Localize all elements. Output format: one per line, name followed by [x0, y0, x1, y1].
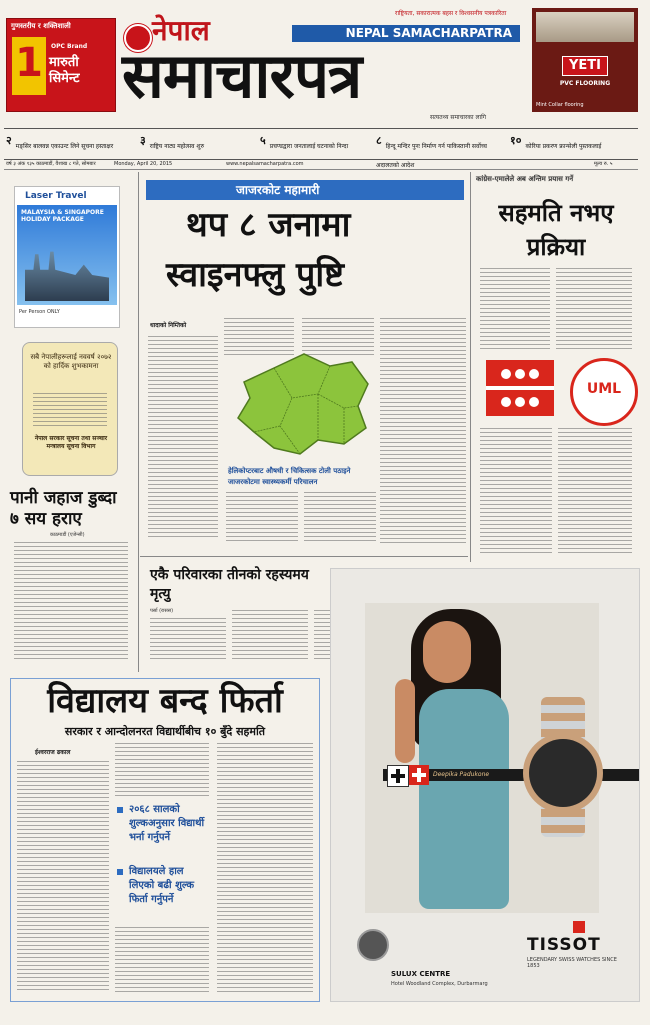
logo-small: नेपाल — [152, 14, 210, 47]
bullet-square-icon — [117, 807, 123, 813]
dateline-price: मूल्य रु. ५ — [594, 161, 613, 167]
lead-kicker: जाजरकोट महामारी — [236, 183, 320, 197]
watch-image — [521, 697, 607, 837]
family-story-title: एकै परिवारका तीनको रहस्यमय मृत्यु — [150, 567, 309, 602]
school-highlight — [115, 803, 211, 845]
notice-text — [33, 393, 107, 427]
tissot-tagline: LEGENDARY SWISS WATCHES SINCE 1853 — [527, 957, 617, 969]
govt-notice — [22, 342, 118, 476]
english-name: NEPAL SAMACHARPATRA — [345, 26, 512, 40]
ad-foot: Mint Collar flooring — [536, 102, 584, 108]
dateline-left: वर्ष ३ अंक १३५ काठमाडौं, वैशाख ८ गते, सोमबार — [6, 161, 96, 167]
strip-text: कोरिया प्रकरण फ्रान्सेली पुस्तकलाई — [525, 143, 602, 150]
uml-text: UML — [586, 381, 622, 397]
lead-title-line2: स्वाइनफ्लु पुष्टि — [166, 255, 344, 295]
school-story-subtitle: सरकार र आन्दोलनरत विद्यार्थीबीच १० बुँदे सहमति — [64, 725, 266, 738]
family-col2 — [232, 610, 308, 662]
logo-big: समाचारपत्र — [122, 39, 362, 112]
ad-sub: OPC Brand — [51, 43, 88, 50]
school-story-box — [10, 678, 320, 1002]
ad-title: MALAYSIA & SINGAPORE HOLIDAY PACKAGE — [21, 209, 104, 223]
strip-text: राष्ट्रिय नाट्य महोत्सव शुरु — [149, 143, 205, 150]
uml-logo — [570, 358, 638, 426]
column-rule — [470, 172, 471, 562]
maruti-cement-ad — [6, 18, 116, 112]
school-col1 — [17, 761, 109, 993]
lead-title-line1: थप ८ जनामा — [186, 205, 351, 245]
bullet-square-icon — [117, 869, 123, 875]
school-byline: ईश्वरराज ढकाल — [35, 749, 71, 756]
tissot-brand: TISSOT — [527, 935, 601, 955]
strip-text: मङ्सिर बालवन्न एकाउन्ट लिने सूचना हस्ताक्षर — [15, 143, 114, 150]
right-story-title: सहमति नभए प्रक्रिया — [498, 199, 614, 261]
strip-num: ३ — [140, 134, 146, 147]
dateline-date: Monday, April 20, 2015 — [114, 161, 173, 167]
highlight-text: २०६८ सालको शुल्कअनुसार विद्यार्थी भर्ना गर्नुपर्ने — [129, 804, 205, 843]
lead-bullet: जाजरकोटमा स्वास्थ्यकर्मी परिचालन — [228, 478, 318, 486]
lead-col4 — [380, 318, 466, 544]
section-rule — [140, 556, 468, 557]
lead-bullet: हेलिकोप्टरबाट औषधी र चिकित्सक टोली पठाइने — [228, 467, 351, 475]
top-tagline: राष्ट्रियता, सकारात्मक बहस र विश्वसनीय पत्रकारिता — [395, 10, 507, 17]
lead-bullets — [228, 466, 468, 488]
tissot-cross-red-icon — [409, 765, 429, 785]
ship-byline: काठमाडौं (एजेन्सी) — [50, 532, 85, 538]
right-story-col1-lower — [480, 428, 552, 554]
rank-badge — [12, 37, 46, 95]
lead-col2-lower — [226, 492, 298, 544]
school-story-title: विद्यालय बन्द फिर्ता — [47, 681, 283, 721]
ad-photo — [536, 12, 634, 42]
ad-brand: YETI — [562, 56, 608, 76]
lead-col1 — [148, 336, 218, 540]
ship-story-body — [14, 542, 128, 660]
yeti-flooring-ad — [532, 8, 638, 112]
notice-body: सबै नेपालीहरूलाई नववर्ष २०७२ को हार्दिक शुभकामना — [30, 353, 112, 370]
family-byline: पर्सा (रासस) — [150, 608, 174, 614]
dateline-url: www.nepalsamacharpatra.com — [226, 161, 304, 167]
dateline — [4, 160, 638, 170]
strip-num: २ — [6, 134, 12, 147]
tissot-ad — [330, 568, 640, 1002]
school-highlight — [115, 865, 211, 907]
model-arm — [395, 679, 415, 763]
ad-banner — [17, 205, 117, 305]
strip-text: हिन्दू मन्दिर पुनः निर्माण गर्न पाकिस्तानी सर्वोच्च अदालतको आदेश — [376, 143, 487, 169]
notice-footer: नेपाल सरकार सूचना तथा सञ्चार मन्त्रालय सूचना विभाग — [34, 435, 108, 450]
school-col2 — [115, 743, 209, 797]
masthead-subtag: सत्यतथ्य समाचारका लागि — [430, 114, 487, 121]
ship-story-title: पानी जहाज डुब्दा ७ सय हराए — [10, 488, 117, 529]
strip-item — [6, 133, 130, 152]
strip-num: ५ — [260, 134, 266, 147]
family-col1 — [150, 618, 226, 662]
ad-brand: Laser Travel — [25, 191, 87, 201]
laser-travel-ad — [14, 186, 120, 328]
column-rule — [138, 172, 139, 672]
strip-num: १० — [510, 134, 522, 147]
dealer-address: Hotel Woodland Complex, Durbarmarg — [391, 981, 488, 987]
right-kicker: कांग्रेस-एमालेले अब अन्तिम प्रयास गर्ने — [476, 175, 574, 183]
lead-byline: धादाको निम्तिको — [150, 322, 187, 329]
strip-text: प्रचण्डद्वारा जनतालाई घटनाको निन्दा — [269, 143, 349, 150]
right-story-col2-lower — [558, 428, 632, 554]
tissot-cross-icon — [387, 765, 409, 787]
ad-tagline: गुणस्तरीय र शक्तिशाली — [11, 22, 71, 30]
highlight-text: विद्यालयले हाल लिएको बढी शुल्क फिर्ता गर्नुपर्ने — [129, 866, 195, 905]
model-face — [423, 621, 471, 683]
strip-item — [140, 133, 256, 152]
nepali-congress-flag-icon — [486, 360, 554, 416]
strip-item — [510, 133, 636, 152]
school-col2-lower — [115, 927, 209, 993]
ad-sub: PVC FLOORING — [559, 80, 611, 87]
lead-col3-lower — [304, 492, 376, 544]
right-story-col2 — [556, 268, 632, 350]
dealer-name: SULUX CENTRE — [391, 970, 451, 978]
lead-kicker-bar — [146, 180, 464, 200]
right-story-col1 — [480, 268, 550, 350]
strip-item — [260, 133, 372, 152]
rank-number: 1 — [15, 40, 43, 86]
signature: Deepika Padukone — [433, 771, 490, 778]
school-col3 — [217, 743, 313, 993]
ad-offer: Per Person ONLY — [19, 309, 60, 315]
jajarkot-map — [234, 348, 376, 460]
flag-icon — [486, 360, 554, 416]
skyline-image — [25, 249, 109, 301]
ad-brand: मारुती सिमेन्ट — [49, 55, 80, 86]
strip-num: ८ — [376, 134, 382, 147]
model-dress — [419, 689, 509, 909]
tissot-logo-icon — [573, 921, 585, 933]
district-map-icon — [234, 348, 376, 460]
dealer-emblem-icon — [357, 929, 389, 961]
